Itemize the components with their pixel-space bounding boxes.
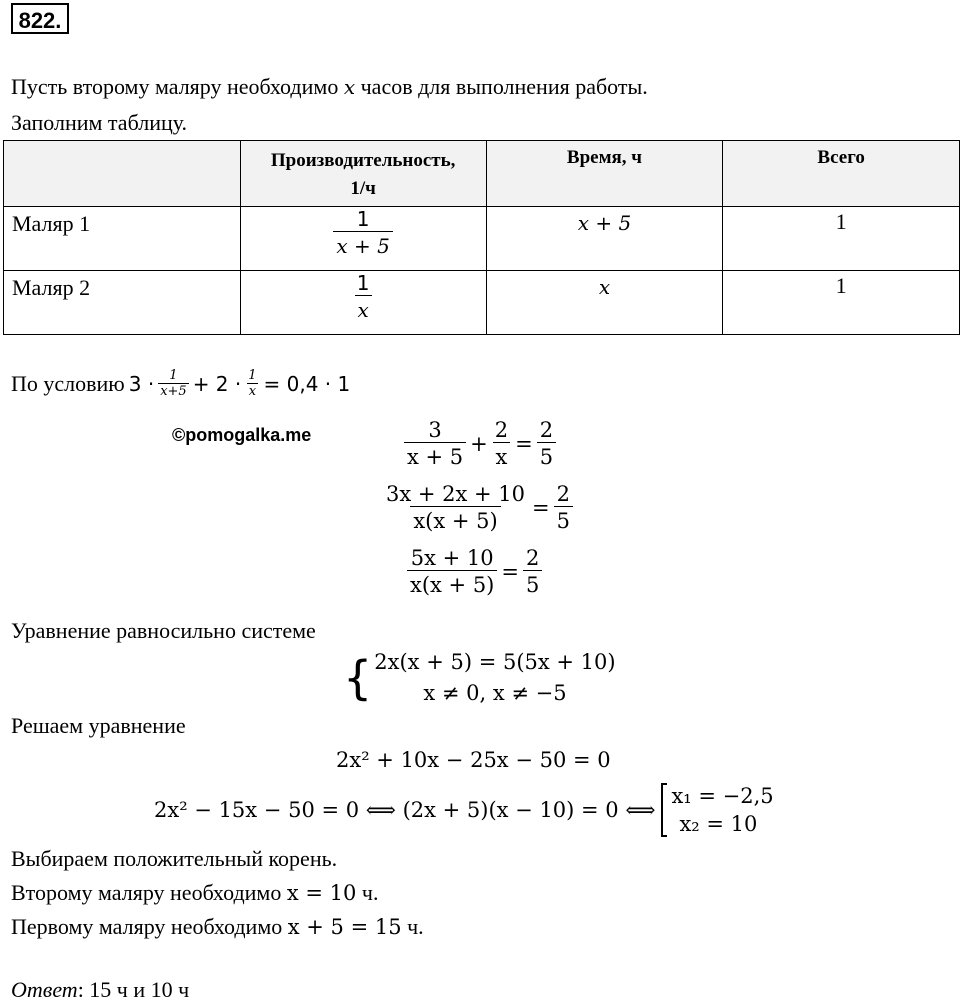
equation-fraction [523,546,542,597]
fraction-numerator: 5x + 10 [410,546,494,570]
row-time: x + 5 [486,207,723,271]
equation-1 [404,418,556,469]
intro-line-1 [11,74,648,100]
answer-text: : 15 ч и 10 ч [77,977,190,1002]
equation-fraction [383,482,528,533]
equals-sign: = [532,495,550,520]
fraction-denominator: x(x + 5) [407,570,497,597]
table-row [4,207,960,271]
header-productivity-label: Производительность, [270,150,456,171]
row-total: 1 [723,207,960,271]
square-bracket-icon [661,783,667,837]
root-1: x₁ = −2,5 [671,784,774,808]
condition-term-c: = 0,4 · 1 [263,371,351,396]
equals-sign: = [501,559,519,584]
roots [671,782,773,838]
condition-fraction-1 [158,368,189,399]
answer-label: Ответ [11,977,78,1002]
table-row [4,271,960,335]
fraction-denominator: 5 [523,570,542,597]
equation-fraction [404,418,466,469]
table-header-productivity [240,141,486,207]
fraction-numerator: 1 [169,368,178,383]
fraction-numerator: 3 [428,418,442,442]
condition-term-b: + 2 · [192,371,242,396]
result-text-b: ч. [407,914,424,939]
fraction-numerator: 2 [556,482,571,506]
intro-line-2: Заполним таблицу. [11,110,188,135]
solve-line-1: 2x² + 10x − 25x − 50 = 0 [336,748,611,772]
productivity-fraction [333,207,392,258]
fraction-numerator: 1 [356,271,370,295]
fraction-numerator: 3x + 2x + 10 [386,482,526,506]
intro-text-b: часов для выполнения работы. [360,74,648,99]
table-header-empty [4,141,241,207]
equation-fraction [537,418,556,469]
plus-sign: + [470,431,488,456]
solve-intro: Решаем уравнение [11,713,186,738]
row-time: x [486,271,723,335]
equation-system [343,647,616,709]
equation-fraction [492,418,511,469]
table-header-time: Время, ч [486,141,723,207]
table-header-row [4,141,960,207]
condition-line [11,368,350,399]
equation-2 [383,482,573,533]
fraction-numerator: 2 [539,418,554,442]
choose-root: Выбираем положительный корень. [11,846,338,871]
condition-fraction-2 [245,368,259,399]
condition-term-a: 3 · [128,371,155,396]
header-productivity-unit: 1/ч [350,178,376,199]
fraction-denominator: x(x + 5) [410,506,500,533]
answer [11,977,189,1003]
equation-3 [407,546,542,597]
root-2: x₂ = 10 [679,812,758,836]
row-label: Маляр 2 [4,271,241,335]
row-productivity [240,207,486,271]
system-intro: Уравнение равносильно системе [11,618,316,643]
fraction-denominator: 5 [554,506,573,533]
intro-variable: x [343,75,356,99]
equation-fraction [554,482,573,533]
equals-sign: = [515,431,533,456]
left-brace-icon: { [343,651,373,705]
fraction-numerator: 1 [248,368,257,383]
problem-number: 822. [11,3,69,34]
data-table [3,140,960,335]
fraction-denominator: x [493,442,511,469]
fraction-numerator: 1 [356,207,370,231]
system-line-1: 2x(x + 5) = 5(5x + 10) [374,650,616,674]
system-lines [374,647,615,709]
productivity-fraction [354,271,373,322]
row-total: 1 [723,271,960,335]
second-painter-result [11,880,378,906]
fraction-numerator: 2 [494,418,509,442]
result-math: x + 5 = 15 [287,915,402,939]
result-math: x = 10 [286,881,357,905]
equation-fraction [407,546,497,597]
fraction-denominator: x [355,295,372,322]
condition-prefix: По условию [11,370,125,396]
result-text-b: ч. [361,880,379,905]
intro-text-a: Пусть второму маляру необходимо [11,74,339,99]
row-label: Маляр 1 [4,207,241,271]
fraction-denominator: x + 5 [404,442,466,469]
table-header-total: Всего [723,141,960,207]
watermark: ©pomogalka.me [172,425,312,445]
result-text-a: Первому маляру необходимо [11,914,283,939]
solve-line-2-text: 2x² − 15x − 50 = 0 ⟺ (2x + 5)(x − 10) = 0 ⟺ [154,798,656,822]
fraction-numerator: 2 [526,546,540,570]
result-text-a: Второму маляру необходимо [11,880,282,905]
row-productivity [240,271,486,335]
fraction-denominator: 5 [537,442,556,469]
system-line-2: x ≠ 0, x ≠ −5 [423,681,567,705]
fraction-denominator: x+5 [160,384,187,399]
first-painter-result [11,914,424,940]
fraction-denominator: x + 5 [333,231,392,258]
fraction-denominator: x [248,384,257,399]
solve-line-2 [154,782,774,838]
